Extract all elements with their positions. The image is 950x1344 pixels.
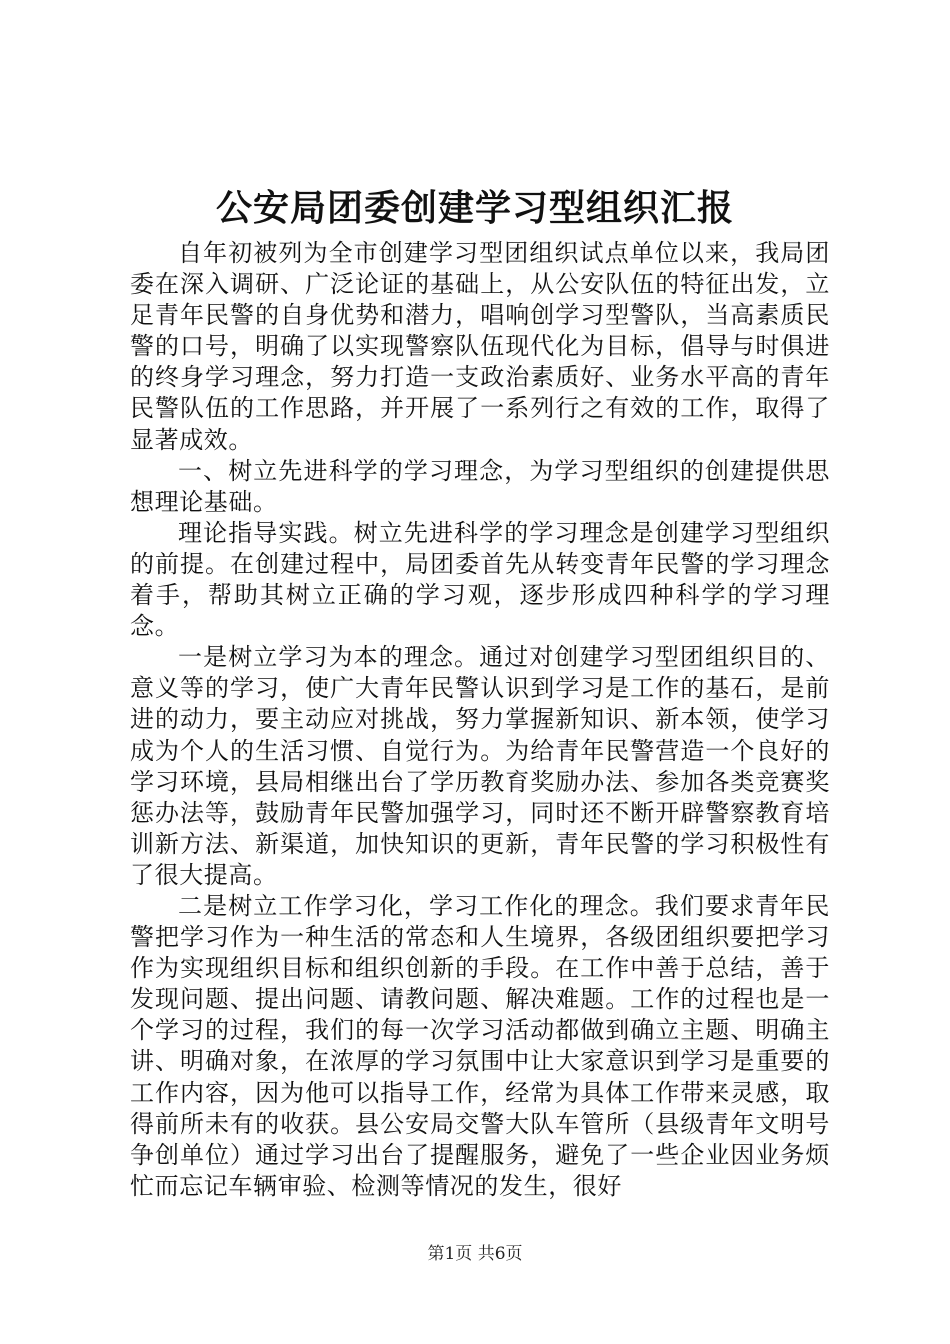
document-body: [130, 238, 830, 1202]
paragraph-theory: 理论指导实践。树立先进科学的学习理念是创建学习型组织的前提。在创建过程中，局团委首先从转变青年民警的学习理念着手，帮助其树立正确的学习观，逐步形成四种科学的学习理念。: [130, 518, 830, 641]
document-title: 公安局团委创建学习型组织汇报: [215, 187, 734, 229]
paragraph-point-two: 二是树立工作学习化，学习工作化的理念。我们要求青年民警把学习作为一种生活的常态和人生境界，各级团组织要把学习作为实现组织目标和组织创新的手段。在工作中善于总结，善于发现问题、提出问题、请教问题、解决难题。工作的过程也是一个学习的过程，我们的每一次学习活动都做到确立主题、明确主讲、明确对象，在浓厚的学习氛围中让大家意识到学习是重要的工作内容，因为他可以指导工作，经常为具体工作带来灵感，取得前所未有的收获。县公安局交警大队车管所（县级青年文明号争创单位）通过学习出台了提醒服务，避免了一些企业因业务烦忙而忘记车辆审验、检测等情况的发生，很好: [130, 891, 830, 1200]
paragraph-section-heading: 一、树立先进科学的学习理念，为学习型组织的创建提供思想理论基础。: [130, 456, 830, 516]
paragraph-point-one: 一是树立学习为本的理念。通过对创建学习型团组织目的、意义等的学习，使广大青年民警认识到学习是工作的基石，是前进的动力，要主动应对挑战，努力掌握新知识、新本领，使学习成为个人的生活习惯、自觉行为。为给青年民警营造一个良好的学习环境，县局相继出台了学历教育奖励办法、参加各类竞赛奖惩办法等，鼓励青年民警加强学习，同时还不断开辟警察教育培训新方法、新渠道，加快知识的更新，青年民警的学习积极性有了很大提高。: [130, 643, 830, 889]
paragraph-intro: 自年初被列为全市创建学习型团组织试点单位以来，我局团委在深入调研、广泛论证的基础上，从公安队伍的特征出发，立足青年民警的自身优势和潜力，唱响创学习型警队，当高素质民警的口号，明确了以实现警察队伍现代化为目标，倡导与时俱进的终身学习理念，努力打造一支政治素质好、业务水平高的青年民警队伍的工作思路，并开展了一系列行之有效的工作，取得了显著成效。: [130, 239, 830, 454]
page-number-footer: 第1页 共6页: [427, 1244, 523, 1264]
